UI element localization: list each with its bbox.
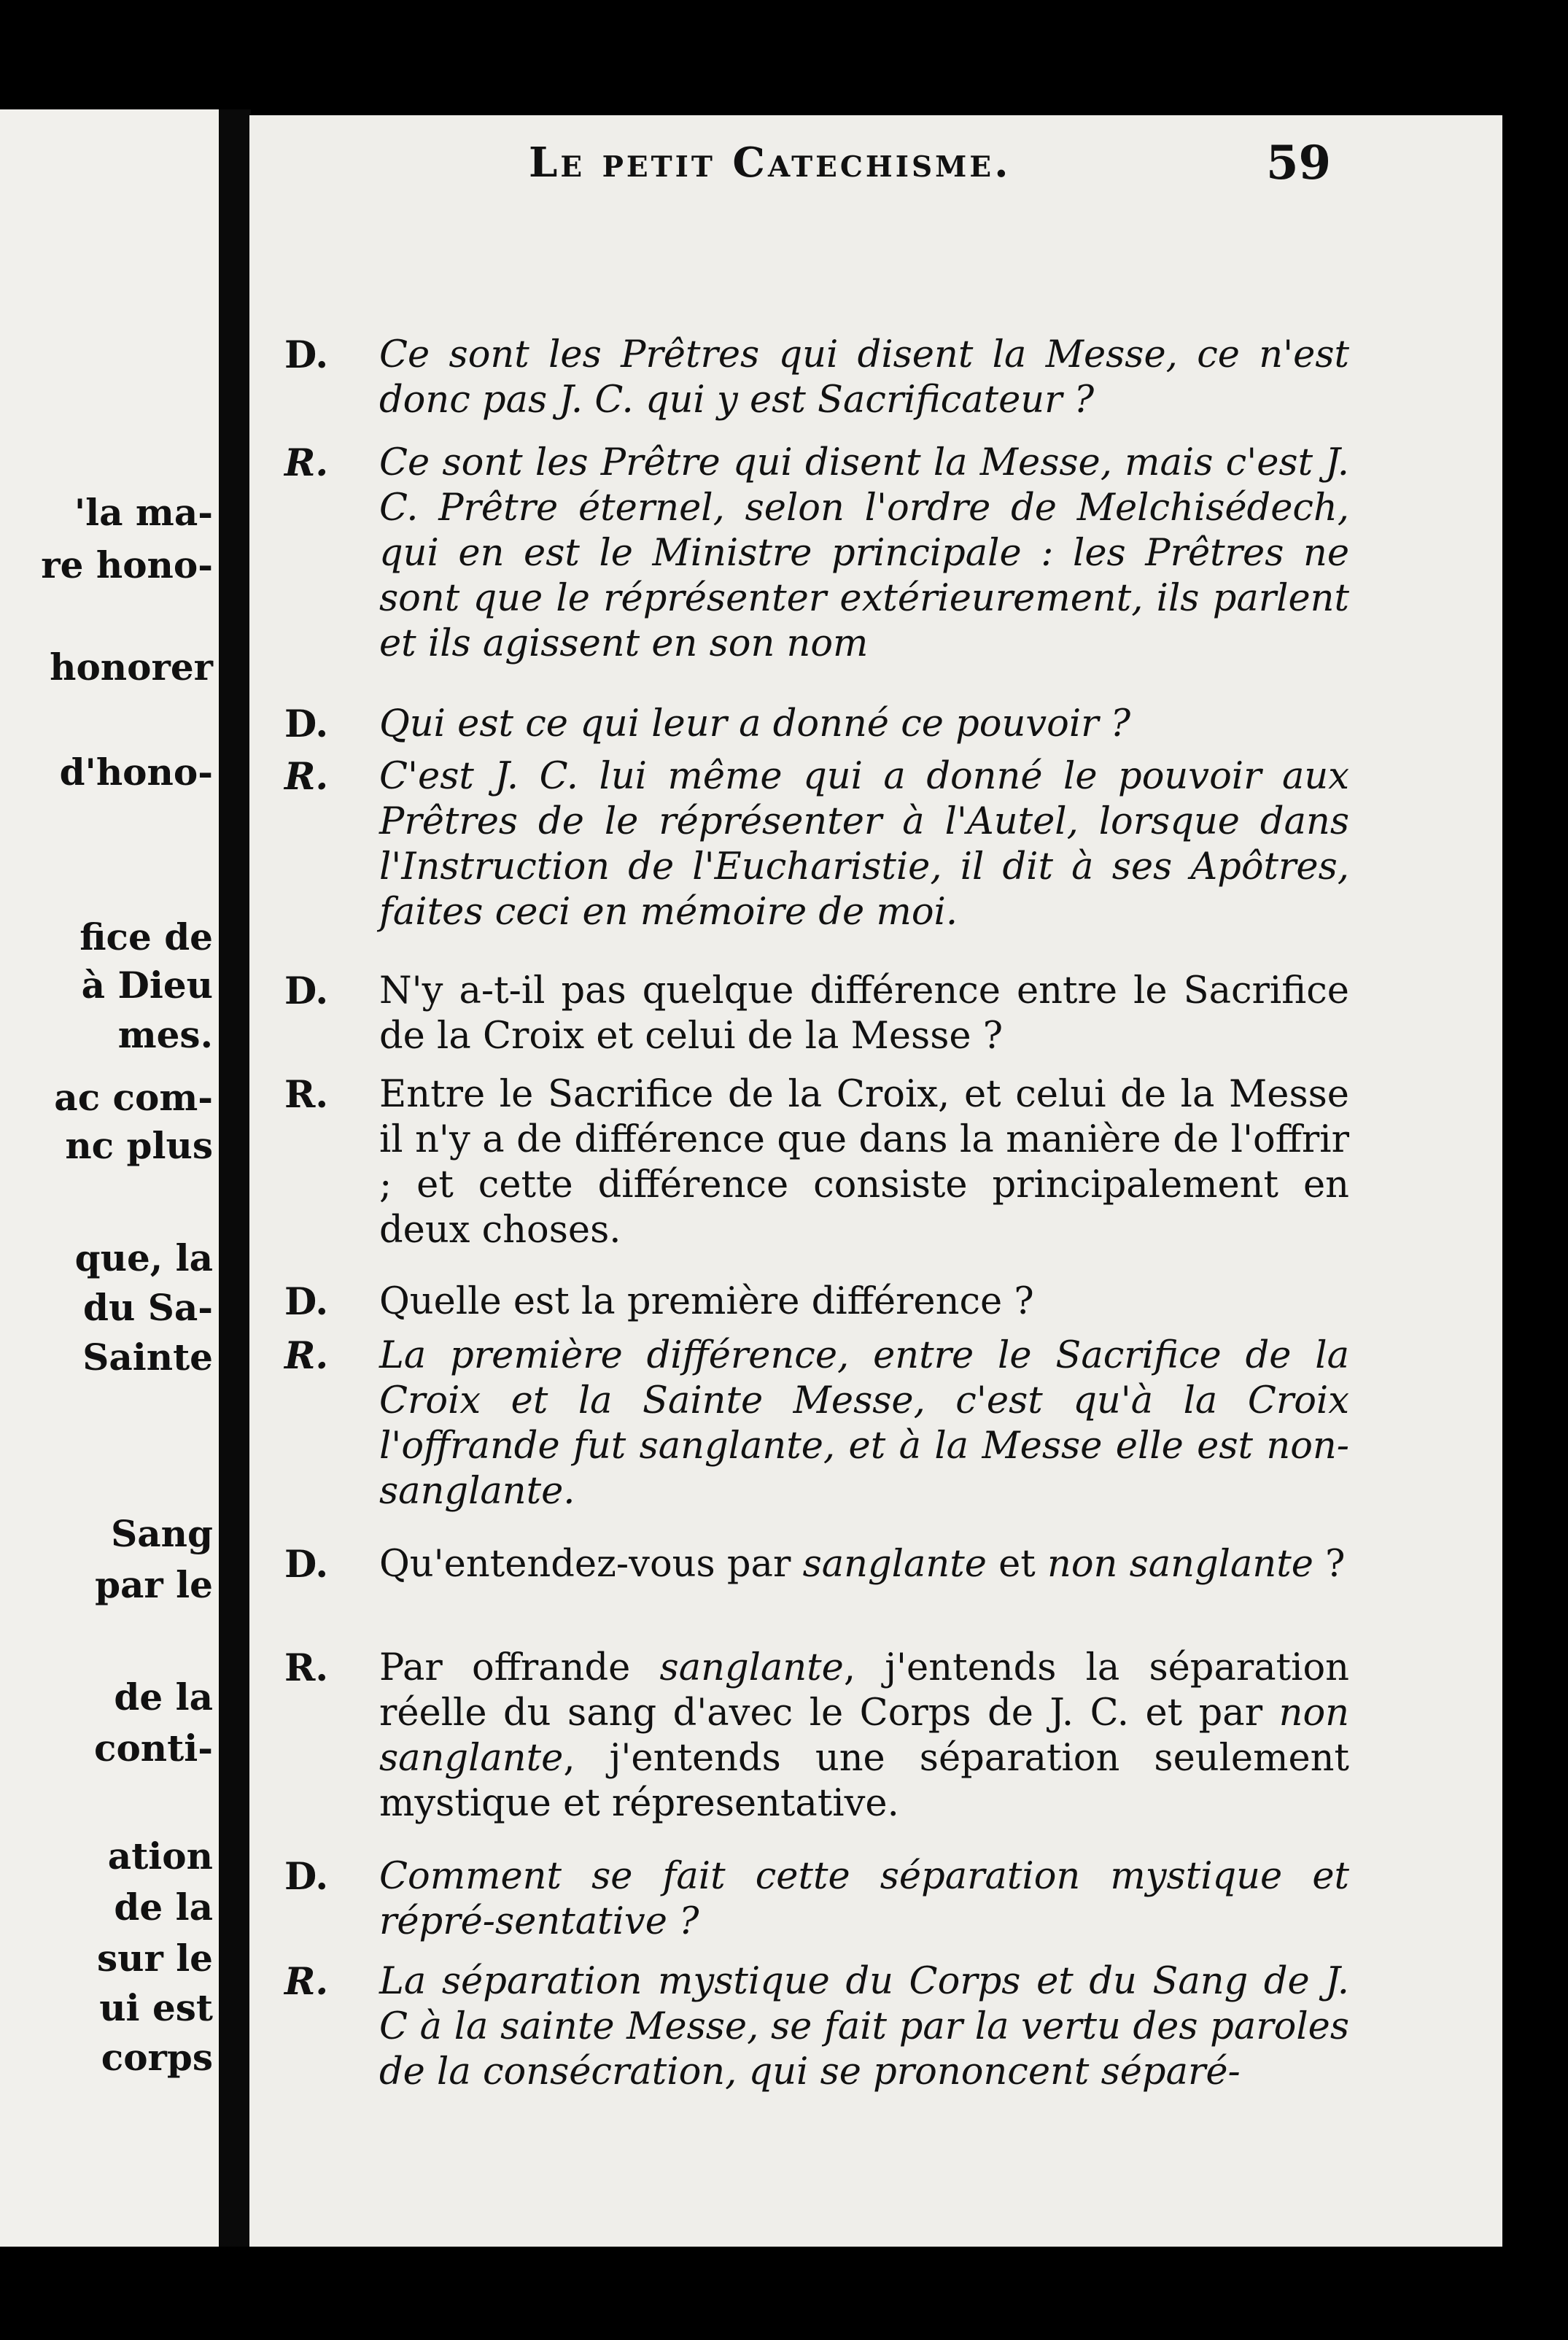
left-page-line: ui est [99, 1986, 213, 2029]
text-run: , j'entends la séparation réelle du sang d'avec le Corps de J. C. et par [379, 1646, 1349, 1735]
left-page-line: Sang [111, 1512, 213, 1555]
left-page-line: que, la [74, 1236, 213, 1279]
question-marker: D. [284, 969, 329, 1013]
answer-text: Ce sont les Prêtre qui disent la Messe, mais c'est J. C. Prêtre éternel, selon l'ordre de Melchisédech, qui en est le Ministre principale : les Prêtres ne sont que le réprésenter extérieurement, ils parlent et ils agissent en son nom [379, 441, 1349, 665]
answer-entry [284, 1072, 1349, 1253]
left-page-line: sur le [96, 1937, 213, 1980]
answer-text: La première différence, entre le Sacrifice de la Croix et la Sainte Messe, c'est qu'à la Croix l'offrande fut sanglante, et à la Messe elle est non-sanglante. [379, 1334, 1349, 1513]
left-page-fragment [0, 109, 232, 2247]
question-marker: D. [284, 1543, 329, 1587]
left-page-line: Sainte [82, 1336, 213, 1379]
answer-text [379, 1646, 1349, 1826]
left-page-line: re hono- [41, 543, 213, 586]
left-page-line: conti- [94, 1727, 213, 1770]
question-marker: D. [284, 1280, 329, 1324]
text-run: et [986, 1543, 1047, 1586]
page-header [281, 136, 1331, 197]
left-page-line: fice de [79, 915, 213, 958]
emphasis-run: sanglante [659, 1646, 844, 1689]
text-run: , j'entends une séparation seulement mystique et répresentative. [379, 1737, 1349, 1825]
book-gutter [219, 109, 251, 2247]
left-page-line: nc plus [65, 1124, 213, 1167]
question-entry [284, 1854, 1349, 1945]
question-marker: D. [284, 702, 329, 746]
left-page-line: ation [107, 1835, 213, 1878]
answer-marker: R. [284, 1646, 329, 1690]
question-text: Quelle est la première différence ? [379, 1280, 1034, 1323]
answer-marker: R. [284, 1960, 329, 2004]
left-page-line: 'la ma- [74, 491, 213, 534]
answer-text: La séparation mystique du Corps et du Sang de J. C à la sainte Messe, se fait par la vertu des paroles de la consécration, qui se prononcent séparé- [379, 1960, 1349, 2093]
question-text: Ce sont les Prêtres qui disent la Messe, ce n'est donc pas J. C. qui y est Sacrificateur ? [379, 333, 1349, 422]
left-page-line: de la [114, 1886, 213, 1929]
answer-text: C'est J. C. lui même qui a donné le pouvoir aux Prêtres de le réprésenter à l'Autel, lorsque dans l'Instruction de l'Eucharistie, il dit à ses Apôtres, faites ceci en mémoire de moi. [379, 755, 1349, 934]
emphasis-run: non sanglante [379, 1692, 1349, 1780]
question-marker: D. [284, 1855, 329, 1899]
answer-entry [284, 441, 1349, 667]
left-page-line: d'hono- [59, 751, 213, 794]
question-text: N'y a-t-il pas quelque différence entre le Sacrifice de la Croix et celui de la Messe ? [379, 969, 1349, 1058]
answer-entry [284, 1646, 1349, 1826]
text-run: Par offrande [379, 1646, 660, 1689]
left-page-line: corps [101, 2036, 213, 2079]
left-page-line: mes. [117, 1013, 213, 1056]
question-text: Comment se fait cette séparation mystique et répré-sentative ? [379, 1855, 1349, 1943]
left-page-line: du Sa- [83, 1286, 213, 1329]
question-entry [284, 333, 1349, 423]
answer-text: Entre le Sacrifice de la Croix, et celui de la Messe il n'y a de différence que dans la manière de l'offrir ; et cette différence consiste principalement en deux choses. [379, 1073, 1349, 1252]
text-run: ? [1313, 1543, 1346, 1586]
question-entry [284, 702, 1349, 747]
answer-marker: R. [284, 441, 329, 485]
emphasis-run: sanglante [802, 1543, 987, 1586]
emphasis-run: non sanglante [1047, 1543, 1313, 1586]
answer-marker: R. [284, 1073, 329, 1117]
left-page-line: à Dieu [81, 964, 213, 1007]
left-page-line: de la [114, 1675, 213, 1719]
answer-entry [284, 1959, 1349, 2095]
question-text [379, 1542, 1349, 1587]
left-page-line: ac com- [54, 1076, 213, 1119]
left-page-line: par le [95, 1563, 213, 1606]
question-text: Qui est ce qui leur a donné ce pouvoir ? [379, 702, 1131, 745]
text-run: Qu'entendez-vous par [379, 1543, 803, 1586]
answer-entry [284, 1333, 1349, 1514]
question-entry [284, 1279, 1349, 1325]
answer-marker: R. [284, 1334, 329, 1378]
question-marker: D. [284, 333, 329, 377]
question-entry [284, 969, 1349, 1059]
question-entry [284, 1542, 1349, 1587]
page-number: 59 [1265, 136, 1331, 190]
running-title: Le petit Catechisme. [529, 139, 1012, 187]
left-page-line: honorer [50, 646, 213, 689]
answer-entry [284, 754, 1349, 935]
answer-marker: R. [284, 755, 329, 799]
